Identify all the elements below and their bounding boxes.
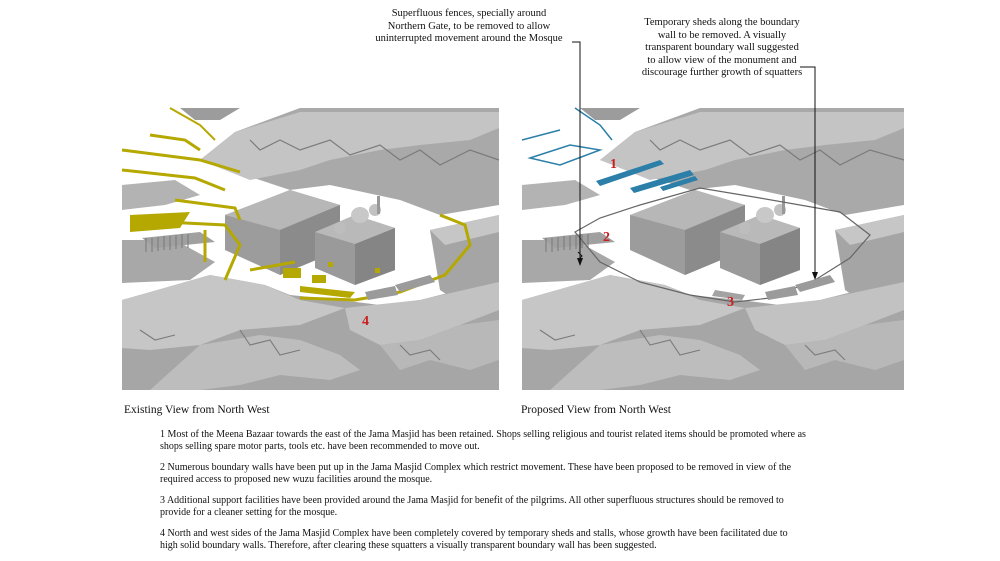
marker-4: 4 [362,314,369,329]
notes-list [160,429,920,561]
proposed-view [522,105,904,390]
note-item [160,528,920,552]
callout-sheds-line-3: transparent boundary wall suggested [645,42,799,53]
existing-view [122,105,499,390]
callout-sheds-line-1: Temporary sheds along the boundary [644,17,800,28]
note-item [160,495,920,519]
note-2-line-2: required access to proposed new wuzu facilities around the mosque. [160,474,433,485]
marker-3: 3 [727,295,734,310]
marker-2: 2 [603,230,610,245]
callout-fences-line-2: Northern Gate, to be removed to allow [387,20,551,32]
callout-fences-line-3: uninterrupted movement around the Mosque [375,33,563,44]
note-item [160,429,920,453]
marker-1: 1 [610,157,617,172]
caption-proposed: Proposed View from North West [521,404,671,416]
callout-sheds-line-4: to allow view of the monument and [647,54,797,66]
note-1-line-2: shops selling spare motor parts, tools etc. have been recommended to move out. [160,441,480,452]
note-1-line-1: 1 Most of the Meena Bazaar towards the east of the Jama Masjid has been retained. Shops selling religious and tourist related items should be promoted where as [160,429,806,440]
caption-existing: Existing View from North West [124,404,270,416]
callout-fences-line-1: Superfluous fences, specially around [391,8,547,19]
note-item [160,462,920,486]
note-3-line-1: 3 Additional support facilities have been provided around the Jama Masjid for benefit of the pilgrims. All other superfluous structures should be removed to [160,495,784,506]
note-4-line-2: high solid boundary walls. Therefore, after clearing these squatters a visually transparent boundary wall has been suggested. [160,540,657,551]
callout-sheds-line-5: discourage further growth of squatters [641,67,803,78]
note-3-line-2: provide for a cleaner setting for the mosque. [160,507,338,518]
callout-sheds-line-2: wall to be removed. A visually [657,29,787,41]
note-2-line-1: 2 Numerous boundary walls have been put up in the Jama Masjid Complex which restrict movement. These have been proposed to be removed in view of the [160,462,792,473]
note-4-line-1: 4 North and west sides of the Jama Masjid Complex have been completely covered by temporary sheds and stalls, whose growth have been facilitated due to [160,528,788,539]
